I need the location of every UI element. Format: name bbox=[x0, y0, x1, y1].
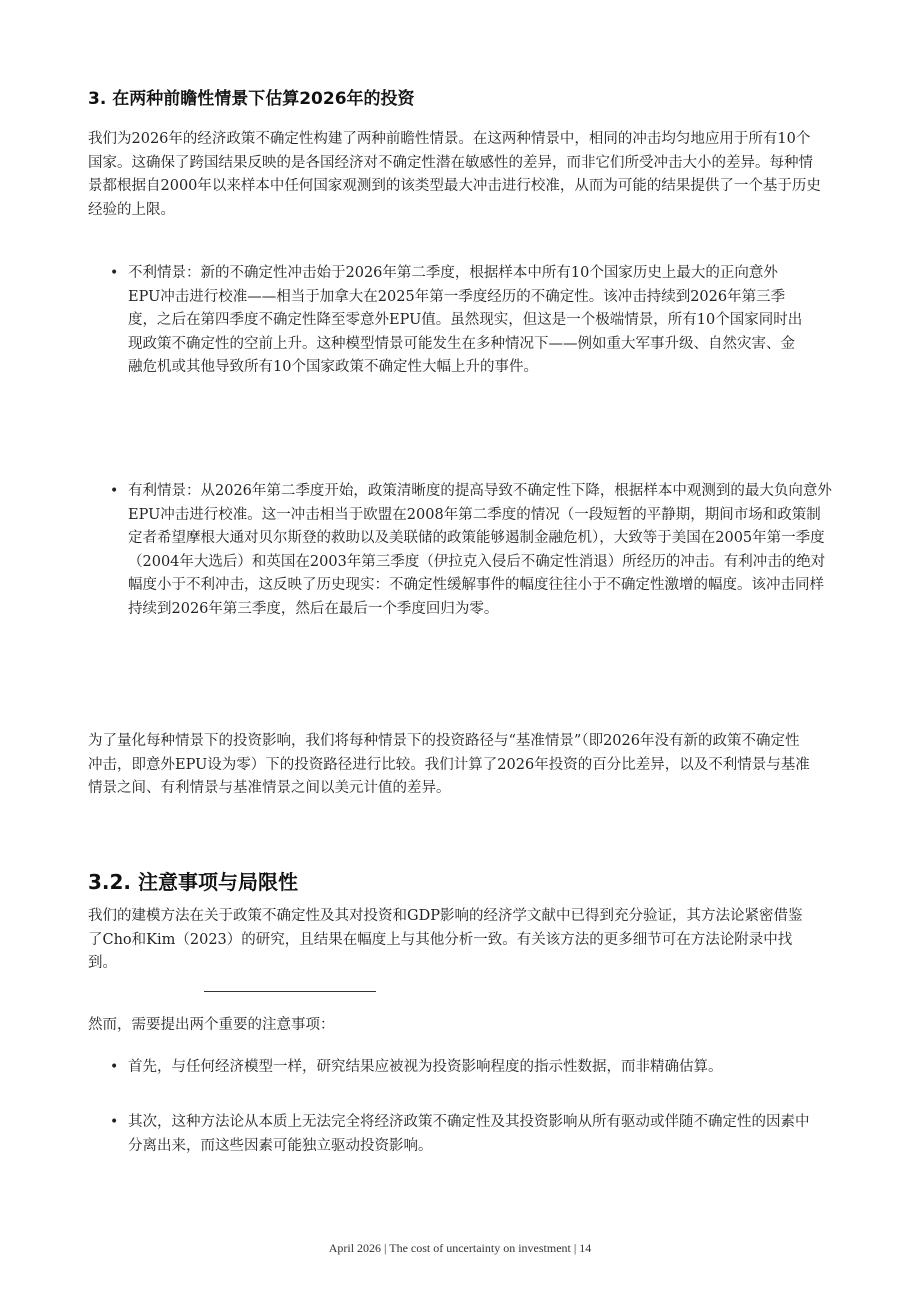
caveat-bullet-second: 其次，这种方法论从本质上无法完全将经济政策不确定性及其投资影响从所有驱动或伴随不确定性的因素中分离出来，而这些因素可能独立驱动投资影响。 bbox=[128, 1114, 810, 1154]
favourable-scenario-bullet: 有利情景：从2026年第二季度开始，政策清晰度的提高导致不确定性下降，根据样本中观测到的最大负向意外EPU冲击进行校准。这一冲击相当于欧盟在2008年第二季度的情况（一段短暂的平静期，期间市场和政策制定者希望摩根大通对贝尔斯登的救助以及美联储的政策能够遏制金融危机），大致等于美国在2005年第一季度（2004年大选后）和英国在2003年第三季度（伊拉克入侵后不确定性消退）所经历的冲击。有利冲击的绝对幅度小于不利冲击，这反映了历史现实：不确定性缓解事件的幅度往往小于不确定性激增的幅度。该冲击同样持续到2026年第三季度，然后在最后一个季度回归为零。 bbox=[128, 483, 832, 617]
bullet-marker: • bbox=[110, 483, 119, 499]
adverse-scenario-bullet: 不利情景：新的不确定性冲击始于2026年第二季度，根据样本中所有10个国家历史上最大的正向意外EPU冲击进行校准——相当于加拿大在2025年第一季度经历的不确定性。该冲击持续到2026年第三季度，之后在第四季度不确定性降至零意外EPU值。虽然现实，但这是一个极端情景，所有10个国家同时出现政策不确定性的空前上升。这种模型情景可能发生在多种情况下——例如重大军事升级、自然灾害、金融危机或其他导致所有10个国家政策不确定性大幅上升的事件。 bbox=[128, 265, 803, 375]
bullet-marker: • bbox=[110, 1059, 119, 1075]
section-3-intro-paragraph: 我们为2026年的经济政策不确定性构建了两种前瞻性情景。在这两种情景中，相同的冲击均匀地应用于所有10个国家。这确保了跨国结果反映的是各国经济对不确定性潜在敏感性的差异，而非它们所受冲击大小的差异。每种情景都根据自2000年以来样本中任何国家观测到的该类型最大冲击进行校准，从而为可能的结果提供了一个基于历史经验的上限。 bbox=[88, 131, 821, 218]
bullet-marker: • bbox=[110, 265, 119, 281]
section-3-heading: 3. 在两种前瞻性情景下估算2026年的投资 bbox=[88, 89, 415, 109]
section-3-2-heading: 3.2. 注意事项与局限性 bbox=[88, 870, 298, 894]
page-footer: April 2026 | The cost of uncertainty on investment | 14 bbox=[328, 1241, 592, 1255]
section-3-closing-paragraph: 为了量化每种情景下的投资影响，我们将每种情景下的投资路径与“基准情景”（即2026年没有新的政策不确定性冲击，即意外EPU设为零）下的投资路径进行比较。我们计算了2026年投资的百分比差异，以及不利情景与基准情景之间、有利情景与基准情景之间以美元计值的差异。 bbox=[88, 733, 810, 796]
caveat-bullet-first: 首先，与任何经济模型一样，研究结果应被视为投资影响程度的指示性数据，而非精确估算。 bbox=[128, 1059, 723, 1075]
footnote-divider bbox=[204, 991, 376, 992]
caveats-intro: 然而，需要提出两个重要的注意事项： bbox=[88, 1017, 335, 1033]
bullet-marker: • bbox=[110, 1114, 119, 1130]
section-3-2-paragraph: 我们的建模方法在关于政策不确定性及其对投资和GDP影响的经济学文献中已得到充分验证，其方法论紧密借鉴了Cho和Kim（2023）的研究，且结果在幅度上与其他分析一致。有关该方法的更多细节可在方法论附录中找到。 bbox=[88, 908, 803, 971]
